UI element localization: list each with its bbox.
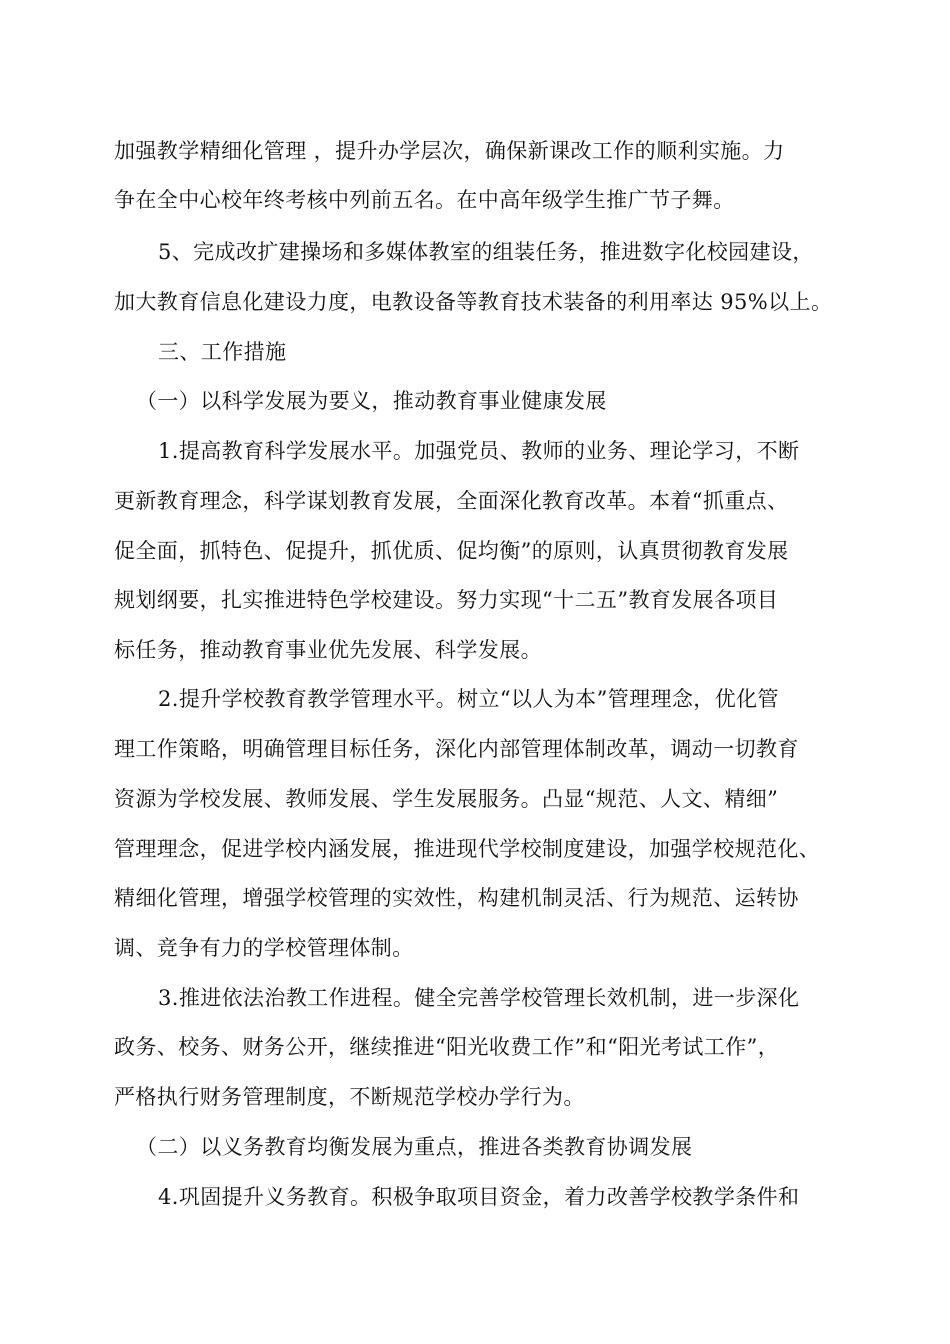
text-line: 2.提升学校教育教学管理水平。树立“以人为本”管理理念，优化管	[158, 687, 779, 711]
text-line: 1.提高教育科学发展水平。加强党员、教师的业务、理论学习，不断	[158, 439, 800, 463]
text-line: 资源为学校发展、教师发展、学生发展服务。凸显“规范、人文、精细”	[114, 787, 779, 811]
text-line: 争在全中心校年终考核中列前五名。在中高年级学生推广节子舞。	[114, 188, 735, 212]
text-line: 3.推进依法治教工作进程。健全完善学校管理长效机制，进一步深化	[158, 986, 800, 1010]
text-line: 加强教学精细化管理 ，提升办学层次，确保新课改工作的顺利实施。力	[114, 139, 785, 163]
section-heading: 三、工作措施	[158, 340, 287, 364]
subsection-heading: （二）以义务教育均衡发展为重点，推进各类教育协调发展	[136, 1135, 693, 1159]
subsection-heading: （一）以科学发展为要义，推动教育事业健康发展	[136, 389, 607, 413]
text-line: 管理理念，促进学校内涵发展，推进现代学校制度建设，加强学校规范化、	[114, 837, 821, 861]
text-line: 严格执行财务管理制度，不断规范学校办学行为。	[114, 1085, 585, 1109]
text-line: 4.巩固提升义务教育。积极争取项目资金，着力改善学校教学条件和	[158, 1185, 800, 1209]
text-line: 调、竞争有力的学校管理体制。	[114, 936, 414, 960]
text-line: 理工作策略，明确管理目标任务，深化内部管理体制改革，调动一切教育	[114, 737, 799, 761]
text-line: 规划纲要，扎实推进特色学校建设。努力实现“十二五”教育发展各项目	[114, 588, 779, 612]
text-line: 精细化管理，增强学校管理的实效性，构建机制灵活、行为规范、运转协	[114, 886, 799, 910]
text-line: 促全面，抓特色、促提升，抓优质、促均衡”的原则，认真贯彻教育发展	[114, 539, 789, 563]
text-line: 标任务，推动教育事业优先发展、科学发展。	[114, 638, 542, 662]
text-line: 5、完成改扩建操场和多媒体教室的组装任务，推进数字化校园建设，	[158, 240, 814, 264]
text-line: 更新教育理念，科学谋划教育发展，全面深化教育改革。本着“抓重点、	[114, 489, 789, 513]
text-line: 加大教育信息化建设力度，电教设备等教育技术装备的利用率达 95%以上。	[114, 290, 833, 314]
text-line: 政务、校务、财务公开，继续推进“阳光收费工作”和“阳光考试工作”，	[114, 1035, 780, 1059]
